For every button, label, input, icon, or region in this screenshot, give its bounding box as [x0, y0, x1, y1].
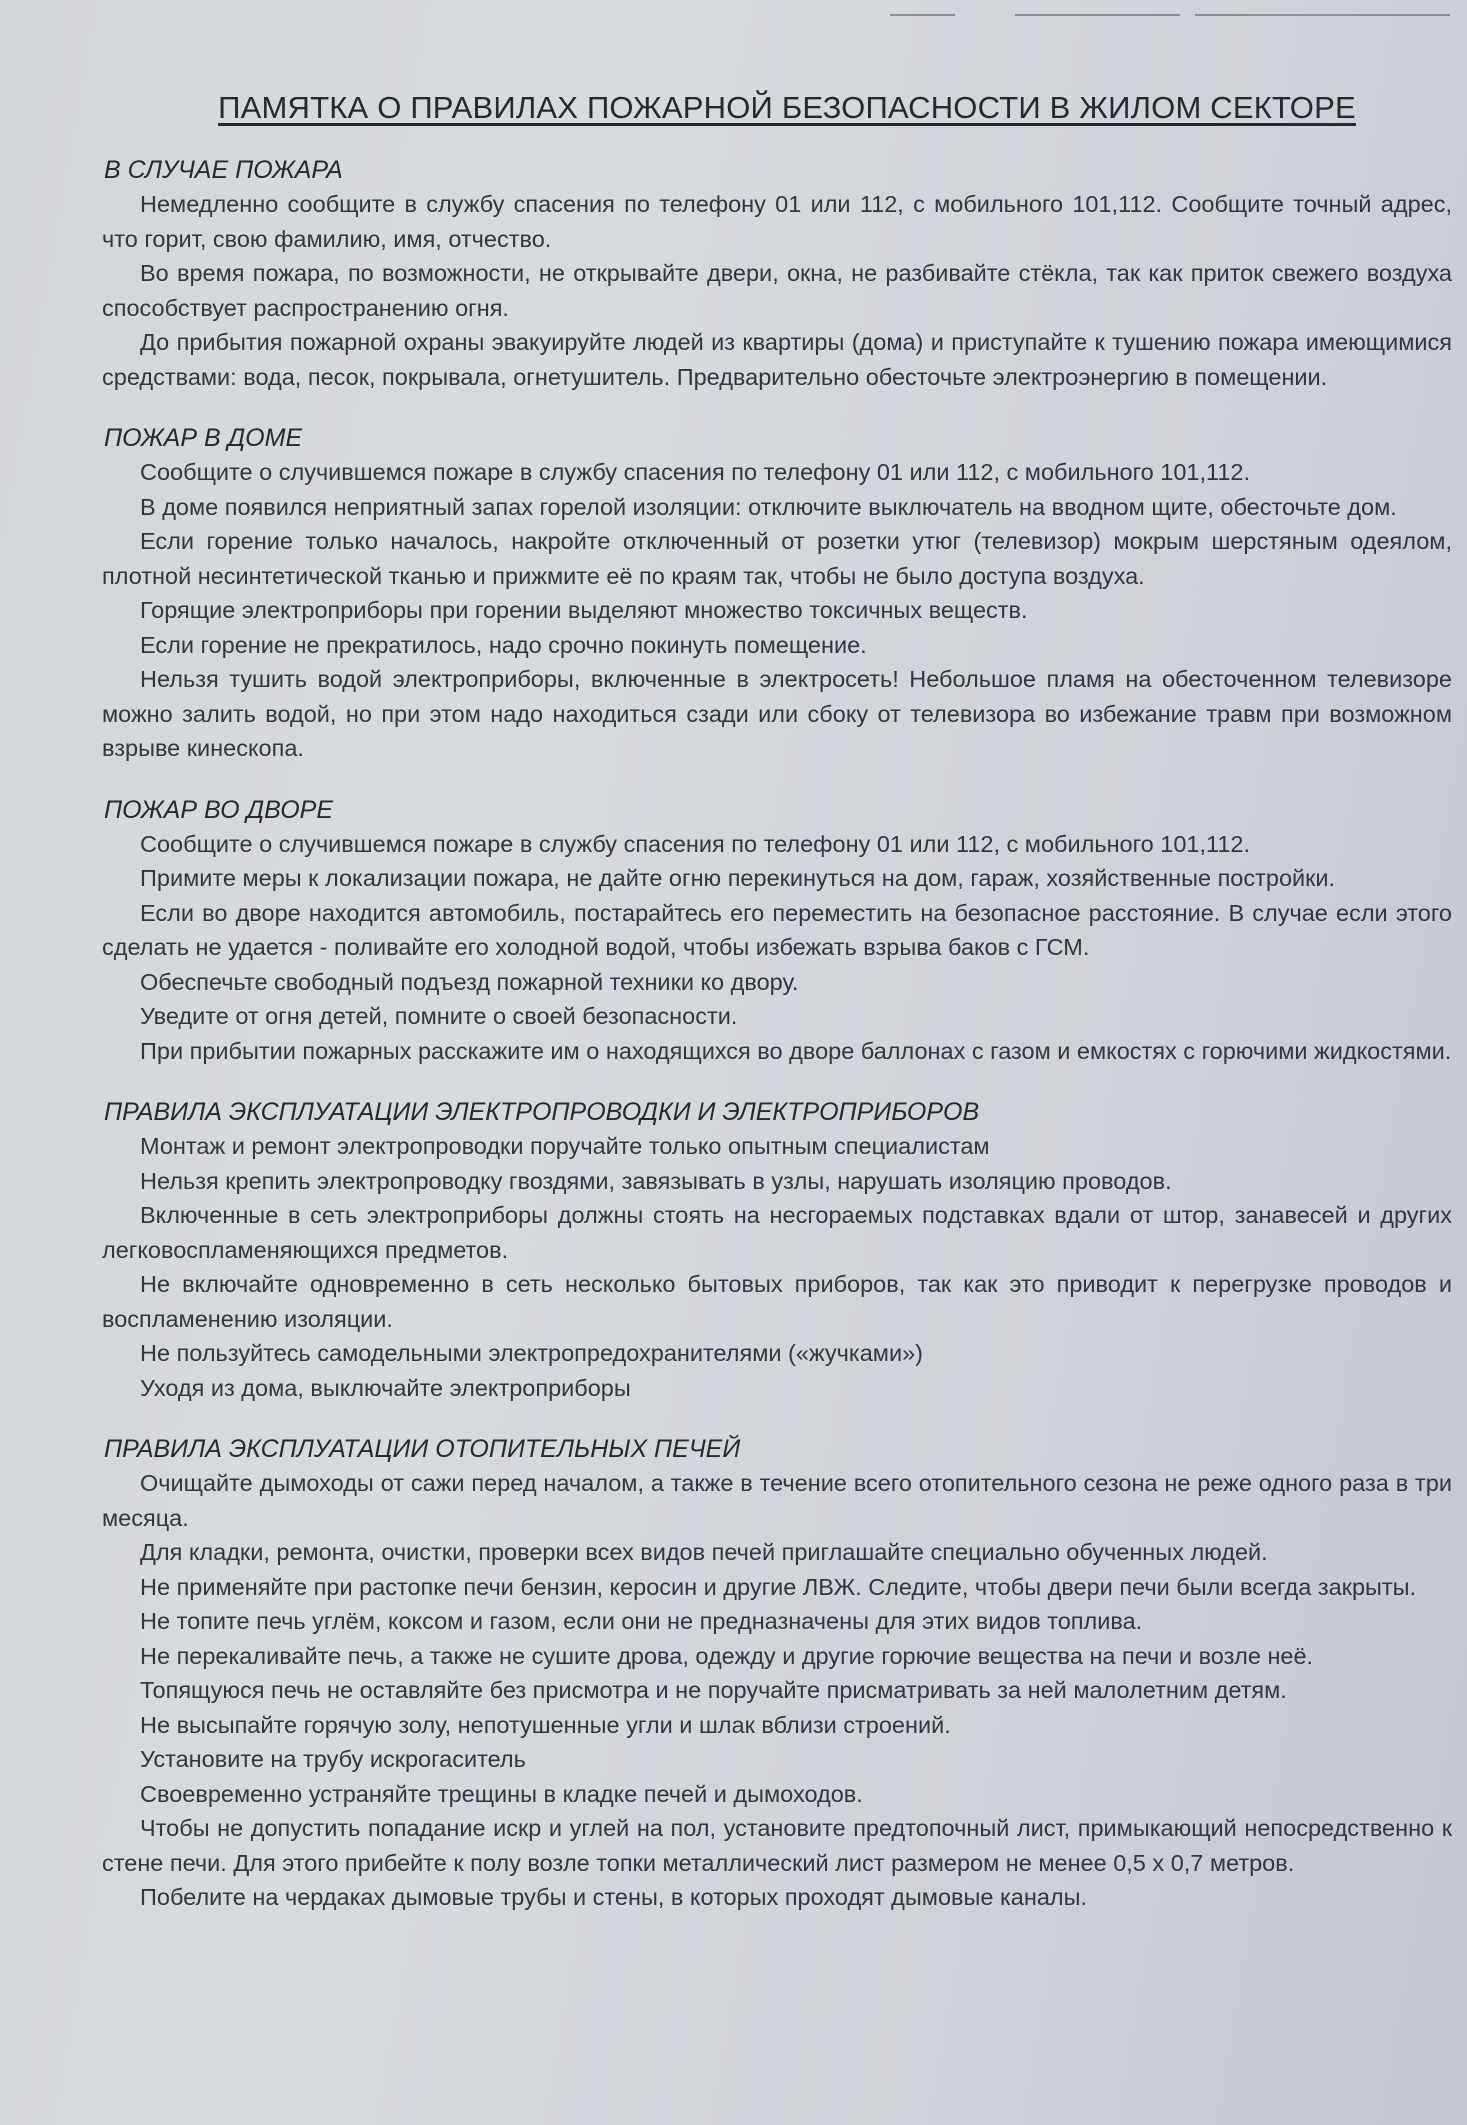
- paragraph: Топящуюся печь не оставляйте без присмотра и не поручайте присматривать за ней малолетним детям.: [140, 1677, 1287, 1703]
- paragraph: При прибытии пожарных расскажите им о находящихся во дворе баллонах с газом и емкостях с горючими жидкостями.: [140, 1037, 1452, 1064]
- section-in-case-of-fire: [102, 156, 1452, 394]
- paragraph: Своевременно устраняйте трещины в кладке печей и дымоходов.: [140, 1780, 863, 1807]
- paragraph: Очищайте дымоходы от сажи перед началом, а также в течение всего отопительного сезона не реже одного раза в три месяца.: [102, 1470, 1452, 1531]
- top-edge-line: [1195, 14, 1450, 16]
- paragraph: Не включайте одновременно в сеть несколько бытовых приборов, так как это приводит к перегрузке проводов и воспламенению изоляции.: [102, 1271, 1452, 1332]
- paragraph: Уходя из дома, выключайте электроприборы: [140, 1374, 631, 1401]
- paragraph: Установите на трубу искрогаситель: [140, 1746, 526, 1772]
- section-fire-in-yard: [102, 796, 1452, 1069]
- paragraph: Не перекаливайте печь, а также не сушите дрова, одежду и другие горючие вещества на печи и возле неё.: [140, 1642, 1314, 1669]
- section-heading: ПОЖАР В ДОМЕ: [104, 424, 303, 452]
- paragraph: Не пользуйтесь самодельными электропредохранителями («жучками»): [140, 1340, 923, 1366]
- section-heading: В СЛУЧАЕ ПОЖАРА: [104, 156, 343, 184]
- paragraph: Если горение только началось, накройте отключенный от розетки утюг (телевизор) мокрым шерстяным одеялом, плотной несинтетической тканью и прижмите её по краям так, чтобы не было доступа воздуха.: [102, 528, 1452, 589]
- paragraph: Немедленно сообщите в службу спасения по телефону 01 или 112, с мобильного 101,112. Сообщите точный адрес, что горит, свою фамилию, имя, отчество.: [102, 191, 1452, 252]
- section-fire-in-house: [102, 424, 1452, 766]
- paragraph: Горящие электроприборы при горении выделяют множество токсичных веществ.: [140, 597, 1028, 623]
- section-electrical-rules: [102, 1098, 1452, 1405]
- page-title: ПАМЯТКА О ПРАВИЛАХ ПОЖАРНОЙ БЕЗОПАСНОСТИ В ЖИЛОМ СЕКТОРЕ: [218, 90, 1356, 125]
- section-heading: ПРАВИЛА ЭКСПЛУАТАЦИИ ОТОПИТЕЛЬНЫХ ПЕЧЕЙ: [104, 1435, 741, 1463]
- paragraph: До прибытия пожарной охраны эвакуируйте людей из квартиры (дома) и приступайте к тушению пожара имеющимися средствами: вода, песок, покрывала, огнетушитель. Предварительно обесточьте электроэнергию в помещении.: [102, 329, 1452, 390]
- paragraph: Нельзя тушить водой электроприборы, включенные в электросеть! Небольшое пламя на обесточенном телевизоре можно залить водой, но при этом надо находиться сзади или сбоку от телевизора во избежание травм при возможном взрыве кинескопа.: [102, 666, 1452, 761]
- top-edge-line: [890, 14, 955, 16]
- paragraph: Не топите печь углём, коксом и газом, если они не предназначены для этих видов топлива.: [140, 1608, 1143, 1634]
- paragraph: Обеспечьте свободный подъезд пожарной техники ко двору.: [140, 968, 799, 995]
- paragraph: Не высыпайте горячую золу, непотушенные угли и шлак вблизи строений.: [140, 1711, 951, 1738]
- paragraph: Не применяйте при растопке печи бензин, керосин и другие ЛВЖ. Следите, чтобы двери печи были всегда закрыты.: [140, 1573, 1417, 1600]
- paragraph: Включенные в сеть электроприборы должны стоять на несгораемых подставках вдали от штор, занавесей и других легковоспламеняющихся предметов.: [102, 1202, 1452, 1263]
- paragraph: Во время пожара, по возможности, не открывайте двери, окна, не разбивайте стёкла, так как приток свежего воздуха способствует распространению огня.: [102, 260, 1452, 321]
- paragraph: Примите меры к локализации пожара, не дайте огню перекинуться на дом, гараж, хозяйственные постройки.: [140, 865, 1336, 891]
- top-edge-line: [1015, 14, 1180, 16]
- paragraph: Чтобы не допустить попадание искр и углей на пол, установите предтопочный лист, примыкающий непосредственно к стене печи. Для этого прибейте к полу возле топки металлический лист размером не менее 0,5 х 0,7 метров.: [102, 1815, 1452, 1876]
- paragraph: Сообщите о случившемся пожаре в службу спасения по телефону 01 или 112, с мобильного 101,112.: [140, 830, 1251, 857]
- paragraph: Монтаж и ремонт электропроводки поручайте только опытным специалистам: [140, 1133, 990, 1159]
- paragraph: Если горение не прекратилось, надо срочно покинуть помещение.: [140, 631, 867, 658]
- paragraph: Для кладки, ремонта, очистки, проверки всех видов печей приглашайте специально обученных людей.: [140, 1539, 1268, 1565]
- section-heading: ПРАВИЛА ЭКСПЛУАТАЦИИ ЭЛЕКТРОПРОВОДКИ И ЭЛЕКТРОПРИБОРОВ: [104, 1098, 980, 1126]
- paragraph: Нельзя крепить электропроводку гвоздями, завязывать в узлы, нарушать изоляцию проводов.: [140, 1167, 1172, 1194]
- paragraph: Если во дворе находится автомобиль, постарайтесь его переместить на безопасное расстояние. В случае если этого сделать не удается - поливайте его холодной водой, чтобы избежать взрыва баков с ГСМ.: [102, 899, 1452, 960]
- section-heading: ПОЖАР ВО ДВОРЕ: [104, 795, 333, 824]
- paragraph: Уведите от огня детей, помните о своей безопасности.: [140, 1003, 738, 1029]
- paragraph: В доме появился неприятный запах горелой изоляции: отключите выключатель на вводном щите, обесточьте дом.: [140, 493, 1397, 520]
- paragraph: Побелите на чердаках дымовые трубы и стены, в которых проходят дымовые каналы.: [140, 1884, 1088, 1910]
- document-content: [102, 80, 1452, 1945]
- section-stove-rules: [102, 1435, 1452, 1915]
- paragraph: Сообщите о случившемся пожаре в службу спасения по телефону 01 или 112, с мобильного 101,112.: [140, 459, 1251, 485]
